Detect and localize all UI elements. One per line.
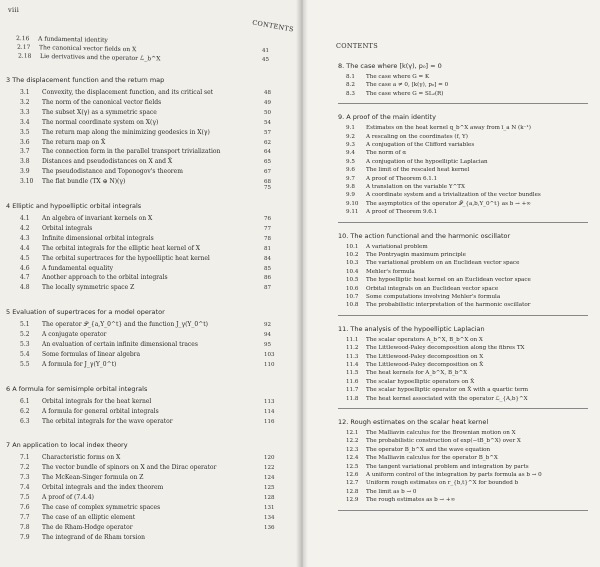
toc-entry xyxy=(18,53,161,63)
section-title: Infinite dimensional orbital integrals xyxy=(42,234,154,242)
page-number: 54 xyxy=(264,119,271,126)
section-title: The subset X(γ) as a symmetric space xyxy=(42,108,157,116)
section-number: 9.4 xyxy=(346,150,355,157)
section-number: 9.5 xyxy=(346,158,355,165)
chapter-heading: 11. The analysis of the hypoelliptic Laplacian xyxy=(338,324,485,333)
section-title: A formula for general orbital integrals xyxy=(42,407,159,415)
chapter-heading: 9. A proof of the main identity xyxy=(338,113,436,122)
toc-entry xyxy=(346,277,531,284)
section-number: 6.2 xyxy=(20,407,30,415)
section-title: The case where G = K xyxy=(366,74,430,80)
section-title: Convexity, the displacement function, and its critical set xyxy=(42,89,214,96)
section-number: 12.5 xyxy=(346,463,359,470)
section-number: 11.7 xyxy=(346,387,359,394)
section-number: 7.9 xyxy=(20,533,30,541)
chapter-heading: 4 Elliptic and hypoelliptic orbital integrals xyxy=(6,202,142,210)
toc-entry xyxy=(20,408,159,415)
section-number: 12.2 xyxy=(346,438,359,445)
chapter-heading: 12. Rough estimates on the scalar heat kernel xyxy=(338,418,489,426)
section-title: A formula for J_γ(Y_0^t) xyxy=(42,360,117,368)
section-title: An algebra of invariant kernels on X xyxy=(42,215,153,222)
section-title: The limit of the rescaled heat kernel xyxy=(366,167,470,174)
section-number: 5.4 xyxy=(20,350,30,358)
section-number: 2.17 xyxy=(16,43,31,52)
section-title: A proof of (7.4.4) xyxy=(42,494,94,501)
chapter-heading: 3 The displacement function and the return map xyxy=(6,76,165,84)
toc-entry xyxy=(346,167,469,174)
section-number: 9.6 xyxy=(346,167,355,174)
toc-entry xyxy=(20,284,134,291)
section-title: The canonical vector fields on X xyxy=(38,44,137,54)
section-number: 11.4 xyxy=(346,362,359,368)
toc-entry xyxy=(346,201,531,208)
section-title: The orbital integrals for the elliptic heat kernel of X xyxy=(42,244,201,252)
right-page xyxy=(302,0,600,567)
page-number: 87 xyxy=(264,285,271,292)
section-title: A conjugation of the hypoelliptic Laplacian xyxy=(366,158,488,165)
section-number: 8.2 xyxy=(346,82,355,89)
page-number: 81 xyxy=(264,245,271,252)
page-number: 68 xyxy=(264,179,271,186)
page-number: 103 xyxy=(264,351,275,358)
section-title: The locally symmetric space Z xyxy=(42,284,135,292)
section-number: 12.6 xyxy=(346,472,359,478)
page-number: 110 xyxy=(264,361,275,368)
section-title: Some computations involving Mehler's formula xyxy=(366,294,501,300)
section-title: The Littlewood-Paley decomposition on X xyxy=(366,353,484,360)
toc-entry xyxy=(346,150,406,157)
page-number: 67 xyxy=(264,169,271,176)
toc-entry xyxy=(20,158,172,165)
section-number: 5.3 xyxy=(20,341,30,348)
chapter-heading: 6 A formula for semisimple orbital integrals xyxy=(6,384,148,393)
section-title: The return map along the minimizing geodesics in X(γ) xyxy=(42,128,210,136)
section-number: 9.2 xyxy=(346,133,355,140)
toc-entry xyxy=(20,398,151,405)
section-number: 10.1 xyxy=(346,243,359,250)
toc-entry xyxy=(20,418,173,425)
toc-entry xyxy=(346,294,500,301)
section-title: Distances and pseudodistances on X and X̂ xyxy=(42,158,173,166)
chapter-heading: 7 An application to local index theory xyxy=(6,441,128,450)
running-head-left: CONTENTS xyxy=(251,18,295,34)
section-title: A uniform control of the integration by parts formula as b → 0 xyxy=(366,472,542,478)
page-number: 64 xyxy=(264,149,271,156)
section-title: A conjugation of the Clifford variables xyxy=(366,142,475,148)
section-number: 6.3 xyxy=(20,417,30,425)
chapter-rule xyxy=(338,222,588,223)
toc-entry xyxy=(346,396,528,403)
section-number: 2.16 xyxy=(15,35,30,43)
section-title: The case of an elliptic element xyxy=(42,513,136,521)
section-title: The probabilistic interpretation of the harmonic oscillator xyxy=(366,302,531,309)
toc-entry xyxy=(20,514,135,521)
section-number: 4.4 xyxy=(20,244,30,252)
section-number: 7.8 xyxy=(20,523,30,531)
section-number: 10.2 xyxy=(346,252,359,258)
toc-entry xyxy=(20,129,210,136)
page-number: 116 xyxy=(264,418,275,425)
toc-entry xyxy=(20,524,133,531)
section-title: A fundamental identity xyxy=(37,35,108,44)
chapter-heading: 10. The action functional and the harmonic oscillator xyxy=(338,231,511,240)
section-title: A fundamental equality xyxy=(42,264,113,272)
toc-entry xyxy=(346,286,498,293)
page-number: 86 xyxy=(264,275,271,282)
section-title: The operator 𝒫_{a,Y_0^t} and the function J_γ(Y_0^t) xyxy=(42,321,208,329)
section-number: 8.1 xyxy=(346,74,355,80)
toc-entry xyxy=(346,497,455,504)
page-number: 113 xyxy=(264,398,275,405)
section-title: An evaluation of certain infinite dimensional traces xyxy=(42,341,198,348)
section-number: 3.1 xyxy=(20,89,30,96)
page-number: 124 xyxy=(264,475,275,482)
section-number: 9.8 xyxy=(346,184,355,190)
toc-entry xyxy=(346,82,448,89)
section-number: 10.3 xyxy=(346,260,359,267)
page-number: 120 xyxy=(264,455,275,462)
section-title: The orbital integrals for the wave operator xyxy=(42,417,173,425)
toc-entry xyxy=(346,209,437,216)
section-number: 11.5 xyxy=(346,370,359,377)
toc-entry xyxy=(346,337,483,344)
section-title: The case a ≠ 0, [k(γ), p₀] = 0 xyxy=(366,82,449,89)
toc-entry xyxy=(20,99,161,106)
toc-entry xyxy=(346,480,518,487)
section-title: Another approach to the orbital integrals xyxy=(42,274,168,282)
toc-entry xyxy=(16,35,108,44)
section-title: The normal coordinate system on X(γ) xyxy=(42,118,159,126)
toc-entry xyxy=(346,125,531,132)
section-title: The orbital supertraces for the hypoelliptic heat kernel xyxy=(42,254,210,262)
page-number: 75 xyxy=(264,185,271,191)
section-title: A coordinate system and a trivialization of the vector bundles xyxy=(366,192,541,199)
section-title: A rescaling on the coordinates (f, Y) xyxy=(366,133,468,140)
toc-entry xyxy=(20,341,198,348)
section-title: The scalar hypoelliptic operator on X̂ with a quartic term xyxy=(366,387,529,394)
page-number: 95 xyxy=(264,342,271,348)
section-title: The probabilistic construction of exp(−tB_b^X) over X xyxy=(366,438,521,445)
section-title: Uniform rough estimates on r_{b,t}^X for bounded b xyxy=(366,480,519,487)
section-title: The case where G = SL₂(R) xyxy=(366,90,444,97)
toc-entry xyxy=(20,168,183,175)
section-number: 5.1 xyxy=(20,321,30,329)
section-number: 7.5 xyxy=(20,494,30,501)
section-number: 4.7 xyxy=(20,274,30,282)
toc-entry xyxy=(20,321,208,328)
section-number: 4.2 xyxy=(20,224,30,232)
section-number: 4.8 xyxy=(20,284,30,292)
section-title: The heat kernel associated with the operator ℒ_{A,b}^X xyxy=(366,395,528,402)
toc-entry xyxy=(20,119,158,126)
page-number: 92 xyxy=(264,322,271,329)
section-title: The connection form in the parallel transport trivialization xyxy=(42,148,221,156)
section-number: 9.1 xyxy=(346,125,355,132)
page-number: 125 xyxy=(264,485,275,492)
section-number: 3.9 xyxy=(20,168,30,176)
toc-entry xyxy=(346,455,498,462)
section-title: A proof of Theorem 6.1.1 xyxy=(366,175,438,182)
section-title: A proof of Theorem 9.6.1 xyxy=(366,209,438,216)
toc-entry xyxy=(20,148,220,155)
toc-entry xyxy=(346,91,443,98)
toc-entry xyxy=(346,345,525,352)
toc-entry xyxy=(20,178,125,185)
section-number: 10.6 xyxy=(346,285,359,292)
toc-entry xyxy=(346,159,488,166)
toc-entry xyxy=(20,484,163,491)
toc-entry xyxy=(346,252,466,259)
toc-entry xyxy=(346,134,468,141)
page-number: 78 xyxy=(264,235,271,242)
section-title: The vector bundle of spinors on X and the Dirac operator xyxy=(42,464,217,472)
section-title: The variational problem on an Euclidean vector space xyxy=(366,260,520,267)
toc-entry xyxy=(20,265,113,272)
section-number: 3.7 xyxy=(20,148,30,156)
section-number: 7.4 xyxy=(20,484,30,492)
section-title: Orbital integrals for the heat kernel xyxy=(42,397,152,405)
section-title: The Littlewood-Paley decomposition on X̂ xyxy=(366,362,484,368)
section-number: 9.3 xyxy=(346,142,355,148)
section-title: The Malliavin calculus for the operator B_b^X xyxy=(366,455,498,462)
page-number: 134 xyxy=(264,514,275,521)
toc-entry xyxy=(20,235,154,242)
section-title: Orbital integrals and the index theorem xyxy=(42,484,164,492)
section-number: 9.9 xyxy=(346,192,355,199)
toc-entry xyxy=(20,464,216,471)
section-title: The pseudodistance and Toponogov's theorem xyxy=(42,168,183,176)
section-number: 10.7 xyxy=(346,294,359,300)
toc-entry xyxy=(346,430,516,437)
page-number: 136 xyxy=(264,524,275,531)
toc-entry xyxy=(20,504,160,511)
toc-entry xyxy=(20,454,120,461)
page-number: 45 xyxy=(262,57,269,63)
section-title: The scalar operators A_b^X, B_b^X on X xyxy=(366,336,483,343)
toc-entry xyxy=(346,142,474,149)
section-title: Some formulas of linear algebra xyxy=(42,350,141,358)
toc-entry xyxy=(20,245,200,252)
section-number: 12.7 xyxy=(346,480,359,487)
page-number: 77 xyxy=(264,225,271,232)
toc-entry xyxy=(346,489,417,496)
section-number: 7.1 xyxy=(20,454,30,462)
toc-entry xyxy=(346,379,474,386)
toc-entry xyxy=(346,464,529,471)
page-number: 114 xyxy=(264,408,275,415)
page-number: 65 xyxy=(264,159,271,166)
toc-entry xyxy=(346,370,467,377)
section-number: 9.11 xyxy=(346,209,359,216)
toc-entry xyxy=(20,215,152,222)
section-number: 2.18 xyxy=(17,52,32,60)
toc-entry xyxy=(346,192,541,199)
page-number: 131 xyxy=(264,504,275,511)
section-number: 4.5 xyxy=(20,254,30,262)
chapter-heading: 8. The case where [k(γ), p₀] = 0 xyxy=(338,62,442,70)
section-title: The McKean-Singer formula on Z xyxy=(42,474,144,482)
section-title: The Malliavin calculus for the Brownian motion on X xyxy=(366,430,516,436)
page-number: 94 xyxy=(264,332,271,339)
page-folio: viii xyxy=(8,6,20,14)
toc-entry xyxy=(346,302,530,309)
section-title: The heat kernels for A_b^X, B_b^X xyxy=(366,370,468,377)
section-number: 5.2 xyxy=(20,331,30,339)
section-number: 4.3 xyxy=(20,234,30,242)
section-number: 6.1 xyxy=(20,397,30,405)
section-title: The case of complex symmetric spaces xyxy=(42,503,161,511)
section-number: 12.3 xyxy=(346,446,359,453)
page-number: 85 xyxy=(264,265,271,272)
section-number: 9.7 xyxy=(346,175,355,182)
section-title: The asymptotics of the operator 𝒫_{a,b,Y_0^t} as b → +∞ xyxy=(366,200,531,207)
page-number: 48 xyxy=(264,90,271,96)
section-number: 3.10 xyxy=(20,178,34,186)
toc-entry xyxy=(346,387,528,394)
chapter-rule xyxy=(338,510,588,511)
toc-entry xyxy=(20,225,92,232)
toc-entry xyxy=(346,184,465,191)
section-title: The return map on X̂ xyxy=(42,138,106,146)
toc-entry xyxy=(20,274,168,281)
section-title: The norm of the canonical vector fields xyxy=(42,98,162,106)
page-number: 41 xyxy=(262,48,269,54)
section-number: 11.8 xyxy=(346,395,359,402)
section-number: 11.3 xyxy=(346,353,359,360)
toc-entry xyxy=(17,44,136,53)
toc-entry xyxy=(20,255,210,262)
section-title: A conjugate operator xyxy=(42,331,107,339)
book-gutter xyxy=(296,0,308,567)
page-number: 57 xyxy=(264,129,271,136)
toc-entry xyxy=(20,89,213,96)
page-number: 50 xyxy=(264,109,271,116)
section-number: 12.8 xyxy=(346,488,359,495)
page-number: 62 xyxy=(264,139,271,146)
section-number: 3.8 xyxy=(20,158,30,166)
section-title: The norm of α xyxy=(366,150,407,157)
running-head-right: CONTENTS xyxy=(336,42,378,50)
section-title: The tangent variational problem and integration by parts xyxy=(366,463,529,470)
section-title: The Pontryagin maximum principle xyxy=(366,252,466,258)
section-title: Estimates on the heat kernel q_b^X away from ī_a N (k⁻¹) xyxy=(366,125,531,132)
section-title: Characteristic forms on X xyxy=(42,454,121,462)
toc-entry xyxy=(20,351,140,358)
section-number: 7.2 xyxy=(20,464,30,472)
toc-entry xyxy=(346,269,415,276)
section-title: Lie derivatives and the operator ℒ_b^X xyxy=(39,52,161,63)
section-number: 4.6 xyxy=(20,264,30,272)
toc-entry xyxy=(20,109,157,116)
section-number: 10.4 xyxy=(346,268,359,275)
toc-entry xyxy=(346,362,483,369)
section-title: The hypoelliptic heat kernel on an Euclidean vector space xyxy=(366,277,531,284)
toc-entry xyxy=(346,244,428,251)
section-title: Mehler's formula xyxy=(366,268,415,275)
section-number: 12.9 xyxy=(346,497,359,504)
section-number: 11.6 xyxy=(346,378,359,385)
section-number: 7.3 xyxy=(20,474,30,482)
section-title: The de Rham-Hodge operator xyxy=(42,523,133,531)
toc-entry xyxy=(346,74,429,81)
section-number: 12.1 xyxy=(346,430,359,436)
toc-entry xyxy=(346,176,437,183)
toc-entry xyxy=(346,447,490,454)
toc-entry xyxy=(20,474,143,481)
section-title: A variational problem xyxy=(366,243,428,250)
section-number: 9.10 xyxy=(346,200,359,207)
section-title: The Littlewood-Paley decomposition along the fibres TX xyxy=(366,345,525,352)
section-number: 10.5 xyxy=(346,277,359,284)
section-number: 5.5 xyxy=(20,360,30,368)
section-title: Orbital integrals xyxy=(42,224,93,232)
toc-entry xyxy=(20,494,94,501)
section-number: 8.3 xyxy=(346,90,355,97)
section-title: The operator B_b^X and the wave equation xyxy=(366,446,491,453)
toc-entry xyxy=(20,534,145,541)
section-number: 3.5 xyxy=(20,128,30,136)
page-number: 76 xyxy=(264,216,271,222)
section-number: 7.6 xyxy=(20,503,30,511)
section-title: A translation on the variable Y^TX xyxy=(366,184,465,190)
toc-entry xyxy=(20,331,106,338)
chapter-rule xyxy=(338,103,588,104)
section-title: The limit as b → 0 xyxy=(366,488,417,495)
toc-entry xyxy=(346,260,519,267)
section-title: The scalar hypoelliptic operators on X̂ xyxy=(366,378,475,385)
section-number: 11.2 xyxy=(346,345,359,352)
section-title: Orbital integrals on an Euclidean vector space xyxy=(366,285,499,292)
section-number: 3.2 xyxy=(20,98,30,106)
section-title: The flat bundle (TX ⊕ N)(γ) xyxy=(42,178,126,186)
section-number: 12.4 xyxy=(346,455,359,462)
section-number: 4.1 xyxy=(20,215,30,222)
section-number: 3.3 xyxy=(20,108,30,116)
toc-entry xyxy=(346,354,483,361)
chapter-heading: 5 Evaluation of supertraces for a model operator xyxy=(6,308,165,317)
page-number: 122 xyxy=(264,465,275,472)
page-number: 128 xyxy=(264,495,275,501)
chapter-rule xyxy=(338,315,588,316)
page-number: 49 xyxy=(264,99,271,106)
section-number: 3.6 xyxy=(20,138,30,146)
section-number: 10.8 xyxy=(346,302,359,309)
section-title: The rough estimates as b → +∞ xyxy=(366,497,456,504)
section-title: The integrand of de Rham torsion xyxy=(42,533,145,541)
section-number: 7.7 xyxy=(20,513,30,521)
section-number: 11.1 xyxy=(346,336,359,343)
toc-entry xyxy=(346,438,521,445)
chapter-rule xyxy=(338,408,588,409)
toc-entry xyxy=(20,361,116,368)
toc-entry xyxy=(346,472,542,479)
page-number: 84 xyxy=(264,255,271,262)
toc-entry xyxy=(20,139,105,146)
section-number: 3.4 xyxy=(20,118,30,126)
